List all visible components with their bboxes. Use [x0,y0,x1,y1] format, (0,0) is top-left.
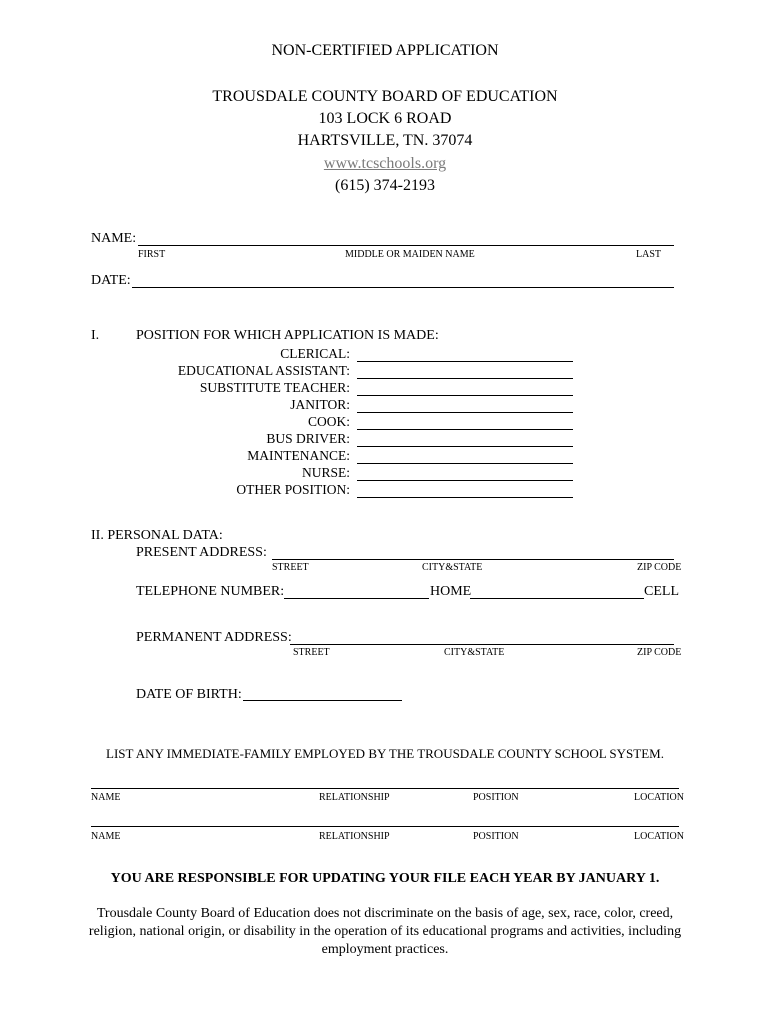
family-row-2-location-caption: LOCATION [634,831,684,842]
family-row-1-position-caption: POSITION [473,792,519,803]
position-field-other-position[interactable] [357,497,573,498]
update-notice: YOU ARE RESPONSIBLE FOR UPDATING YOUR FILE EACH YEAR BY JANUARY 1. [110,871,660,886]
cell-caption: CELL [644,584,679,599]
present-city-state-caption: CITY&STATE [422,562,483,573]
date-label: DATE: [91,273,131,288]
first-name-caption: FIRST [138,249,166,260]
position-field-clerical[interactable] [357,361,573,362]
section-2-heading: II. PERSONAL DATA: [91,528,223,543]
family-row-2-name-caption: NAME [91,831,121,842]
position-label-other-position: OTHER POSITION: [236,482,350,497]
present-address-label: PRESENT ADDRESS: [136,545,267,560]
dob-label: DATE OF BIRTH: [136,687,242,702]
position-field-nurse[interactable] [357,480,573,481]
family-row-2-position-caption: POSITION [473,831,519,842]
home-phone-field[interactable] [284,598,429,599]
position-label-educational-assistant: EDUCATIONAL ASSISTANT: [177,363,350,378]
present-zip-caption: ZIP CODE [637,562,682,573]
family-row-2-relationship-caption: RELATIONSHIP [319,831,390,842]
name-label: NAME: [91,231,137,246]
position-field-bus-driver[interactable] [357,446,573,447]
family-row-1-name-caption: NAME [91,792,121,803]
family-row-2-field[interactable] [91,826,679,827]
website-link[interactable]: www.tcschools.org [323,155,447,172]
home-caption: HOME [430,584,472,599]
position-field-cook[interactable] [357,429,573,430]
date-field[interactable] [132,287,674,288]
family-row-1-field[interactable] [91,788,679,789]
family-row-1-location-caption: LOCATION [634,792,684,803]
disclaimer-line-1: Trousdale County Board of Education does not discriminate on the basis of age, sex, race, color, creed, [96,906,674,921]
position-label-nurse: NURSE: [301,465,350,480]
last-name-caption: LAST [636,249,661,260]
middle-name-caption: MIDDLE OR MAIDEN NAME [345,249,475,260]
present-street-caption: STREET [272,562,309,573]
disclaimer-line-2: religion, national origin, or disability in the operation of its educational programs and activities, including [88,924,682,939]
present-address-field[interactable] [272,559,674,560]
section-1-heading: POSITION FOR WHICH APPLICATION IS MADE: [136,328,439,343]
position-label-cook: COOK: [307,414,350,429]
address-line-2: HARTSVILLE, TN. 37074 [297,132,473,149]
permanent-city-state-caption: CITY&STATE [444,647,505,658]
address-line-1: 103 LOCK 6 ROAD [318,110,452,127]
family-instruction: LIST ANY IMMEDIATE-FAMILY EMPLOYED BY THE TROUSDALE COUNTY SCHOOL SYSTEM. [106,746,664,761]
disclaimer-line-3: employment practices. [321,942,449,957]
position-field-maintenance[interactable] [357,463,573,464]
form-title: NON-CERTIFIED APPLICATION [271,42,499,59]
telephone-label: TELEPHONE NUMBER: [136,584,285,599]
position-field-substitute-teacher[interactable] [357,395,573,396]
position-label-clerical: CLERICAL: [280,346,350,361]
phone-number: (615) 374-2193 [335,177,435,194]
position-label-janitor: JANITOR: [290,397,350,412]
permanent-address-field[interactable] [290,644,674,645]
org-name: TROUSDALE COUNTY BOARD OF EDUCATION [212,88,558,105]
section-1-number: I. [91,328,100,343]
position-field-janitor[interactable] [357,412,573,413]
position-label-bus-driver: BUS DRIVER: [266,431,350,446]
position-label-maintenance: MAINTENANCE: [247,448,350,463]
dob-field[interactable] [243,700,402,701]
permanent-zip-caption: ZIP CODE [637,647,682,658]
position-label-substitute-teacher: SUBSTITUTE TEACHER: [199,380,350,395]
permanent-street-caption: STREET [293,647,330,658]
position-field-educational-assistant[interactable] [357,378,573,379]
name-field[interactable] [138,245,674,246]
family-row-1-relationship-caption: RELATIONSHIP [319,792,390,803]
permanent-address-label: PERMANENT ADDRESS: [136,630,292,645]
cell-phone-field[interactable] [470,598,644,599]
